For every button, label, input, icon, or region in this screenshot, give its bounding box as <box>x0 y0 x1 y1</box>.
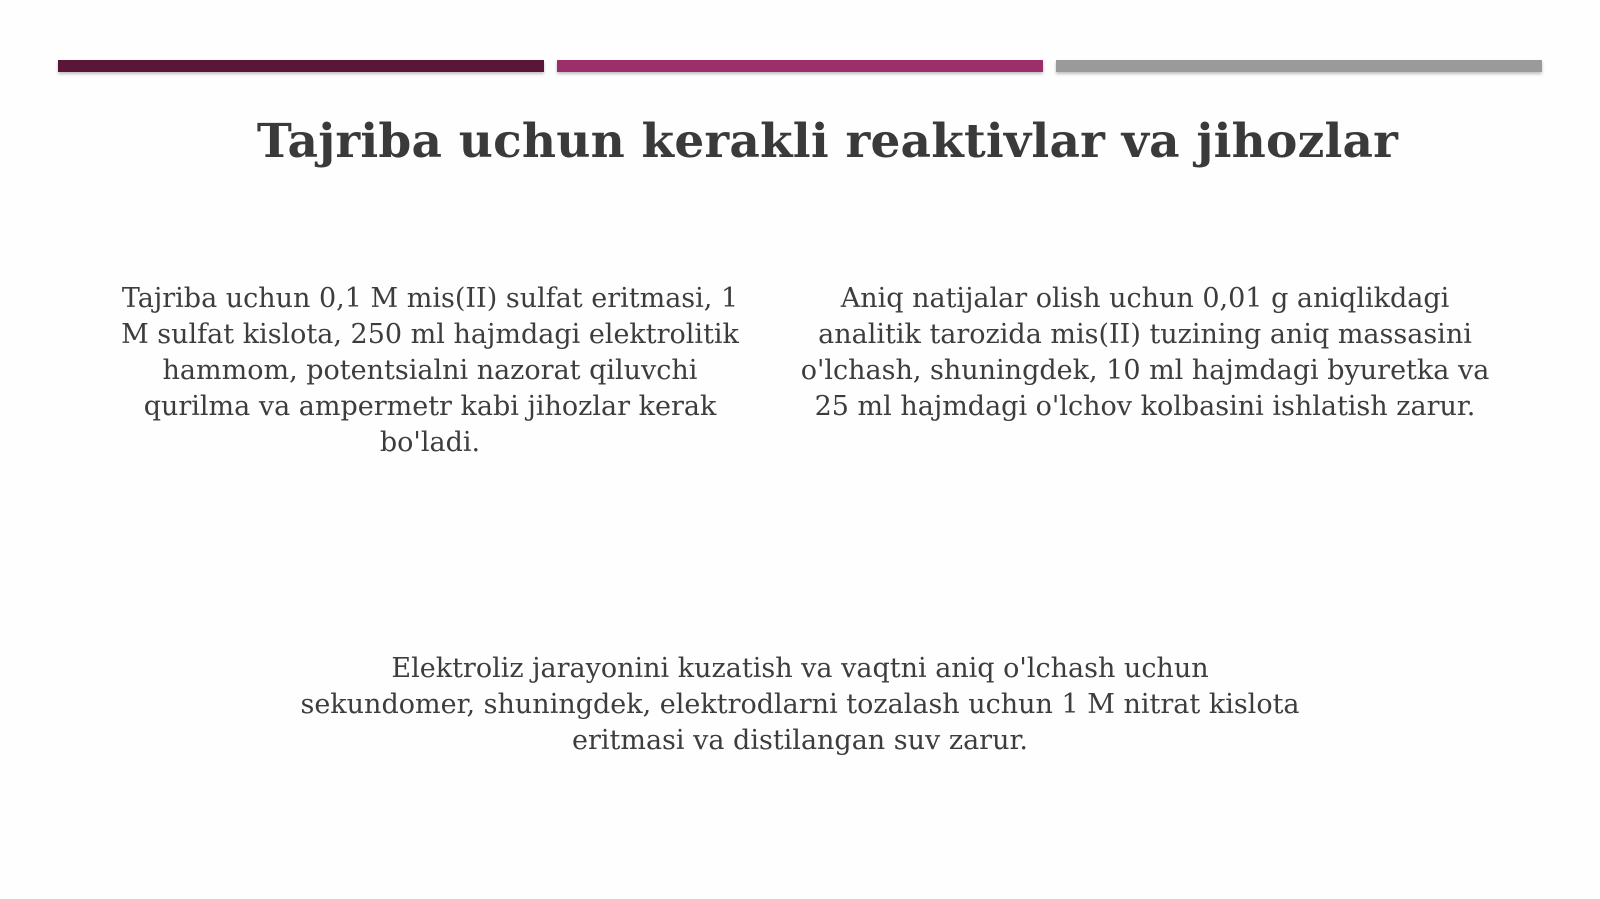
slide-title: Tajriba uchun kerakli reaktivlar va jihozlar <box>256 114 1399 169</box>
accent-bar-dark <box>58 60 544 72</box>
accent-bar-magenta <box>557 60 1043 72</box>
paragraph-bottom: Elektroliz jarayonini kuzatish va vaqtni aniq o'lchash uchun sekundomer, shuningdek, elektrodlarni tozalash uchun 1 M nitrat kislota eritmasi va distilangan suv zarur. <box>300 653 1300 756</box>
accent-bar-gray <box>1056 60 1542 72</box>
paragraph-left: Tajriba uchun 0,1 M mis(II) sulfat eritmasi, 1 M sulfat kislota, 250 ml hajmdagi elektrolitik hammom, potentsialni nazorat qiluvchi qurilma va ampermetr kabi jihozlar kerak bo'ladi. <box>121 283 739 458</box>
paragraph-right: Aniq natijalar olish uchun 0,01 g aniqlikdagi analitik tarozida mis(II) tuzining aniq massasini o'lchash, shuningdek, 10 ml hajmdagi byuretka va 25 ml hajmdagi o'lchov kolbasini ishlatish zarur. <box>800 283 1490 422</box>
